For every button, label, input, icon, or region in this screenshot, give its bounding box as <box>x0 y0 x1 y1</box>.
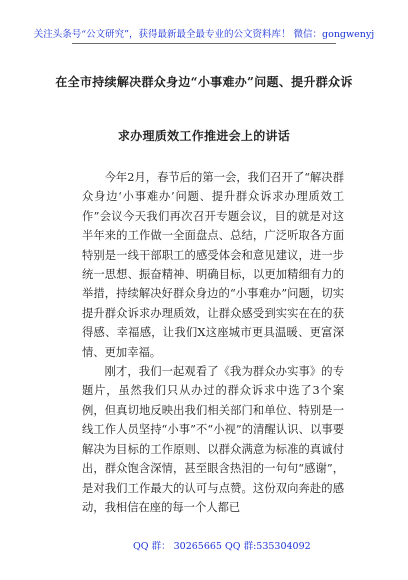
body-paragraph: 刚才，我们一起观看了《我为群众办实事》的专题片，虽然我们只从办过的群众诉求中选了3个案例，但真切地反映出我们相关部门和单位、特别是一线工作人员坚持“小事”不“小视”的清醒认识、以事要解决为目标的工作原则、以群众满意为标准的真诚付出，群众饱含深情，甚至眼含热泪的一句句“感谢”，是对我们工作最大的认可与点赞。这份双向奔赴的感动，我相信在座的每一个人都已 <box>82 365 344 514</box>
footer-qq-group-1: QQ 群： 30265665 <box>133 541 222 552</box>
header-banner: 关注头条号“公文研究”，获得最新最全最专业的公文资料库！ 微信：gongwenyj <box>33 29 375 40</box>
document-title-line-1: 在全市持续解决群众身边“小事难办”问题、提升群众诉 <box>55 75 353 89</box>
body-paragraph: 今年2月，春节后的第一会，我们召开了“解决群众身边‘小事难办’问题、提升群众诉求办理质效工作”会议今天我们再次召开专题会议，目的就是对这半年来的工作做一全面盘点、总结，广泛听取各方面特别是一线干部职工的感受体会和意见建议，进一步统一思想、振奋精神、明确目标，以更加精细有力的举措，持续解决好群众身边的“小事难办”问题，切实提升群众诉求办理质效，让群众感受到实实在在的获得感、幸福感，让我们X这座城市更具温暖、更富深情、更加幸福。 <box>82 171 344 359</box>
document-body <box>82 168 344 517</box>
document-title-line-2: 求办理质效工作推进会上的讲话 <box>117 129 291 143</box>
footer-qq-group-2: QQ 群:535304092 <box>225 541 311 552</box>
header-divider <box>72 43 336 44</box>
